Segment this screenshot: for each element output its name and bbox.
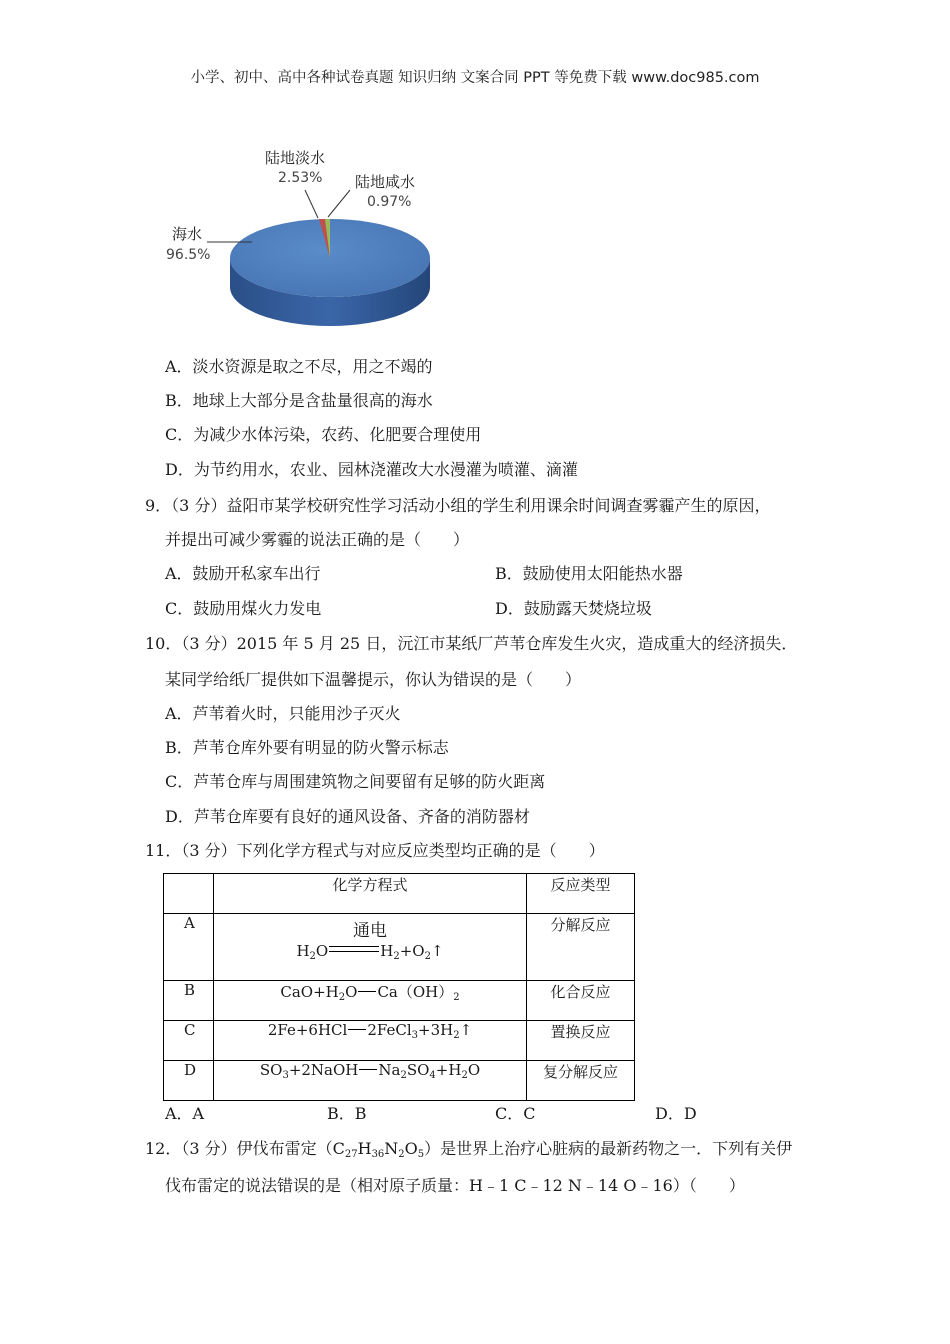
q9-option-a: A．鼓励开私家车出行 — [165, 564, 321, 583]
equation-b: $CaO+H_2O$ $Ca(OH)_2$ — [214, 981, 527, 1021]
q9-stem-line1: 9．（3 分）益阳市某学校研究性学习活动小组的学生利用课余时间调查雾霾产生的原因， — [145, 496, 771, 515]
row-label: C — [164, 1021, 214, 1061]
q12-stem-line1: 12．（3 分）伊伐布雷定$(C_{27}H_{36}N_2O_5)$是世界上治疗心脏病的最新药物之一．下列有关伊 — [145, 1139, 793, 1160]
q10-stem-line1: 10．（3 分）2015 年 5 月 25 日，沅江市某纸厂芦苇仓库发生火灾，造成重大的经济损失． — [145, 634, 798, 653]
row-label: D — [164, 1061, 214, 1101]
table-row — [164, 1021, 635, 1061]
page-header: 小学、初中、高中各种试卷真题 知识归纳 文案合同 PPT 等免费下载 www.doc985.com — [190, 70, 760, 86]
table-row — [164, 1061, 635, 1101]
q11-option-a: A．A — [165, 1104, 205, 1123]
table-header-blank — [164, 874, 214, 914]
pie-pct-sea-water: 96.5% — [166, 247, 211, 263]
q10-option-b: B．芦苇仓库外要有明显的防火警示标志 — [165, 738, 449, 757]
q9-stem-line2: 并提出可减少雾霾的说法正确的是（ ） — [165, 530, 470, 549]
q12-stem-line2: 伐布雷定的说法错误的是（相对原子质量：H﹣1 C﹣12 N﹣14 O﹣16）（ ） — [165, 1176, 745, 1195]
q11-option-c: C．C — [495, 1104, 536, 1123]
equation-c: 2Fe+6HCl $2FeCl_3+3H_2↑$ — [214, 1021, 527, 1061]
row-type: 复分解反应 — [527, 1061, 635, 1101]
row-type: 置换反应 — [527, 1021, 635, 1061]
q10-option-d: D．芦苇仓库要有良好的通风设备、齐备的消防器材 — [165, 807, 530, 826]
reaction-dash — [348, 1029, 366, 1030]
pie-slice-sea-water — [230, 219, 430, 297]
q11-option-d: D．D — [655, 1104, 697, 1123]
table-header-equation: 化学方程式 — [214, 874, 527, 914]
table-header-type: 反应类型 — [527, 874, 635, 914]
reaction-equals — [329, 946, 379, 952]
pie-slice-land-saltwater — [325, 219, 330, 258]
pie-pct-land-saltwater: 0.97% — [367, 194, 412, 210]
row-label: A — [164, 914, 214, 981]
pie-label-land-saltwater: 陆地咸水 — [355, 173, 416, 191]
table-row — [164, 981, 635, 1021]
row-label: B — [164, 981, 214, 1021]
equation-d: $SO_3+2NaOH$ $Na_2SO_4+H_2O$ — [214, 1061, 527, 1101]
q10-option-a: A．芦苇着火时，只能用沙子灭火 — [165, 704, 401, 723]
row-type: 分解反应 — [527, 914, 635, 981]
q11-option-b: B．B — [327, 1104, 367, 1123]
q8-option-b: B．地球上大部分是含盐量很高的海水 — [165, 391, 433, 410]
pie-side — [230, 258, 430, 326]
q8-option-d: D．为节约用水，农业、园林浇灌改大水漫灌为喷灌、滴灌 — [165, 460, 578, 479]
table-row — [164, 914, 635, 981]
q10-option-c: C．芦苇仓库与周围建筑物之间要留有足够的防火距离 — [165, 772, 546, 791]
row-equation — [214, 914, 527, 981]
q9-option-d: D．鼓励露天焚烧垃圾 — [495, 599, 652, 618]
q10-stem-line2: 某同学给纸厂提供如下温馨提示，你认为错误的是（ ） — [165, 670, 582, 689]
equation-a: $H_2O$ $H_2+O_2↑$ — [296, 942, 444, 962]
equation-table — [163, 873, 635, 1101]
reaction-dash — [359, 1069, 377, 1070]
pie-slice-land-freshwater — [319, 219, 330, 258]
leader-line-fresh — [305, 190, 318, 218]
q11-stem: 11．（3 分）下列化学方程式与对应反应类型均正确的是（ ） — [145, 841, 605, 860]
table-header-row — [164, 874, 635, 914]
row-type: 化合反应 — [527, 981, 635, 1021]
pie-label-sea-water: 海水 — [172, 225, 203, 243]
reaction-condition: 通电 — [353, 921, 387, 941]
q9-option-b: B．鼓励使用太阳能热水器 — [495, 564, 683, 583]
pie-pct-land-freshwater: 2.53% — [278, 170, 323, 186]
q8-option-c: C．为减少水体污染，农药、化肥要合理使用 — [165, 425, 482, 444]
leader-line-salt — [328, 190, 350, 217]
reaction-dash — [358, 991, 376, 992]
pie-label-land-freshwater: 陆地淡水 — [265, 149, 326, 167]
q9-option-c: C．鼓励用煤火力发电 — [165, 599, 322, 618]
q8-option-a: A．淡水资源是取之不尽，用之不竭的 — [165, 357, 433, 376]
